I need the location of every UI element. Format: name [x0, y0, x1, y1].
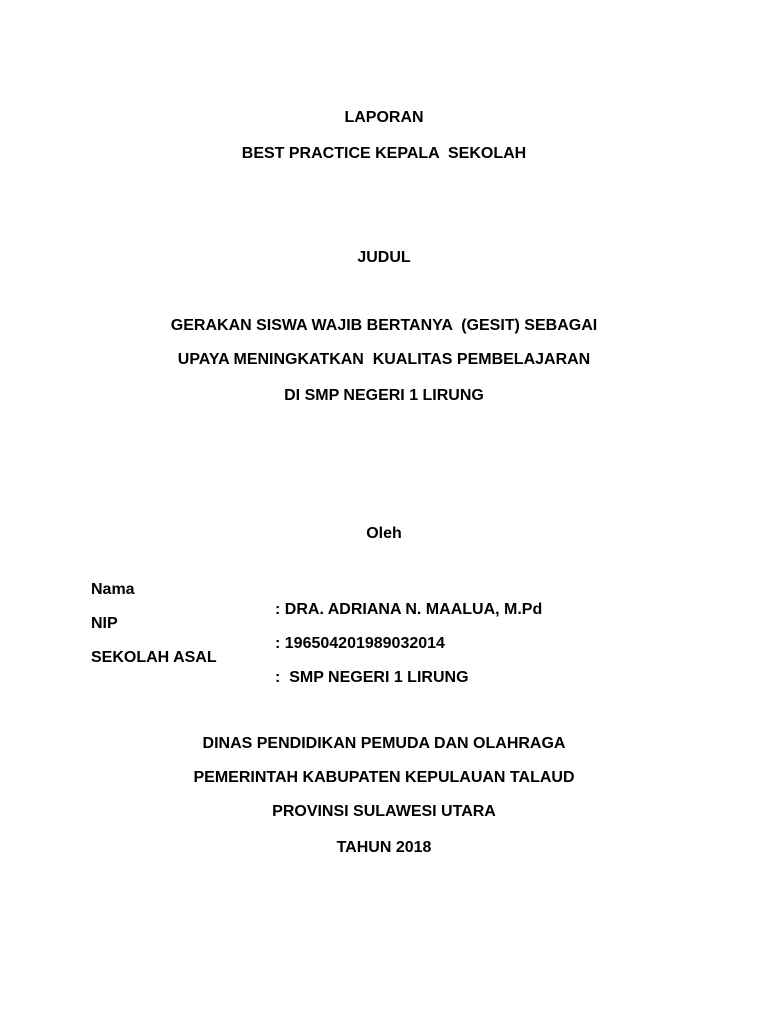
field-value: : DRA. ADRIANA N. MAALUA, M.Pd [275, 601, 543, 618]
by-label: Oleh [366, 525, 402, 542]
footer-line-2: PEMERINTAH KABUPATEN KEPULAUAN TALAUD [193, 769, 575, 786]
field-label: Nama [91, 581, 135, 598]
footer-line-3: PROVINSI SULAWESI UTARA [272, 803, 496, 820]
footer-year: TAHUN 2018 [336, 839, 432, 856]
footer-line-1: DINAS PENDIDIKAN PEMUDA DAN OLAHRAGA [202, 735, 566, 752]
field-label: NIP [91, 615, 118, 632]
title-line-2: UPAYA MENINGKATKAN KUALITAS PEMBELAJARAN [177, 351, 591, 368]
field-value: : SMP NEGERI 1 LIRUNG [275, 669, 469, 686]
field-label: SEKOLAH ASAL [91, 649, 217, 666]
author-field-school [0, 628, 768, 686]
author-field-nip [0, 594, 768, 652]
author-field-name [0, 560, 768, 618]
title-line-3: DI SMP NEGERI 1 LIRUNG [284, 387, 484, 404]
title-line-1: GERAKAN SISWA WAJIB BERTANYA (GESIT) SEBAGAI [170, 317, 598, 334]
field-value: : 196504201989032014 [275, 635, 445, 652]
report-subtitle: BEST PRACTICE KEPALA SEKOLAH [241, 145, 527, 162]
report-heading: LAPORAN [344, 109, 424, 126]
title-heading: JUDUL [357, 249, 411, 266]
